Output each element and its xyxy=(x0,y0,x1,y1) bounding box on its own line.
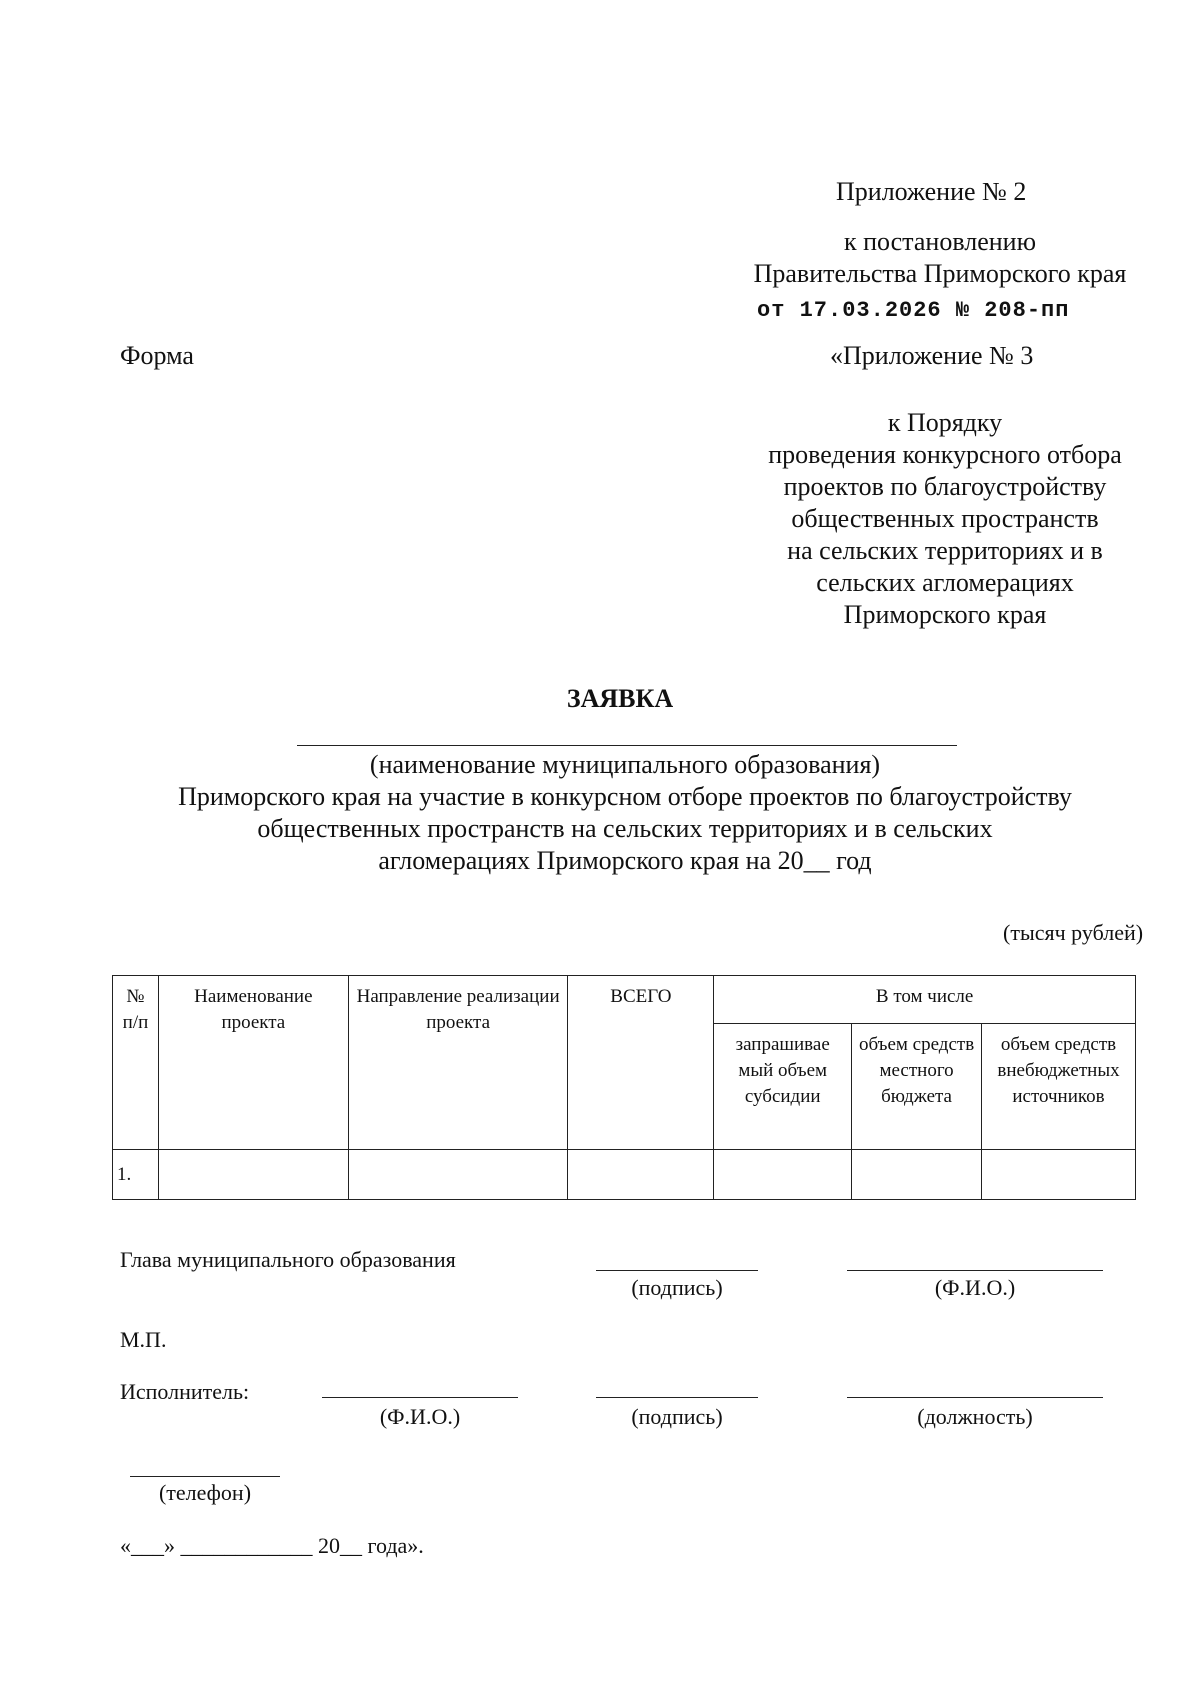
appendix-line-1: к постановлению xyxy=(843,227,1037,256)
subtitle-line-2: общественных пространств на сельских территориях и в сельских xyxy=(257,814,993,843)
head-fio-hint: (Ф.И.О.) xyxy=(934,1275,1016,1300)
header-subsidy: запрашивае мый объем субсидии xyxy=(714,1024,852,1150)
municipality-name-line xyxy=(297,745,957,746)
subtitle-line-3: агломерациях Приморского края на 20__ год xyxy=(378,846,872,875)
executor-signature-line[interactable] xyxy=(596,1397,758,1398)
header-number: № п/п xyxy=(113,976,159,1150)
appendix-line-2: Правительства Приморского края xyxy=(753,259,1127,288)
row-direction[interactable] xyxy=(348,1150,568,1200)
inner-appendix-line-1: к Порядку xyxy=(887,408,1003,437)
header-project-name: Наименование проекта xyxy=(158,976,348,1150)
table-row xyxy=(113,1150,1136,1200)
row-project-name[interactable] xyxy=(158,1150,348,1200)
row-extrabudgetary[interactable] xyxy=(982,1150,1136,1200)
stamp-label: М.П. xyxy=(120,1327,167,1352)
row-number: 1. xyxy=(113,1150,159,1200)
executor-signature-hint: (подпись) xyxy=(631,1404,723,1429)
subtitle-line-1: Приморского края на участие в конкурсном отборе проектов по благоустройству xyxy=(178,782,1072,811)
header-including: В том числе xyxy=(714,976,1136,1024)
executor-position-line[interactable] xyxy=(847,1397,1103,1398)
executor-label: Исполнитель: xyxy=(120,1379,250,1404)
header-total: ВСЕГО xyxy=(568,976,714,1150)
head-signature-line[interactable] xyxy=(596,1270,758,1271)
head-label: Глава муниципального образования xyxy=(120,1247,456,1272)
header-local-budget: объем средств местного бюджета xyxy=(852,1024,982,1150)
application-table xyxy=(112,975,1136,1200)
units-label: (тысяч рублей) xyxy=(1003,920,1144,945)
head-signature-hint: (подпись) xyxy=(631,1275,723,1300)
municipality-hint: (наименование муниципального образования) xyxy=(369,750,881,779)
executor-fio-hint: (Ф.И.О.) xyxy=(379,1404,461,1429)
inner-appendix-line-4: общественных пространств xyxy=(791,504,1099,533)
inner-appendix-line-2: проведения конкурсного отбора xyxy=(768,440,1122,469)
appendix-title: Приложение № 2 xyxy=(836,177,1027,206)
executor-fio-line[interactable] xyxy=(322,1397,518,1398)
page-title: ЗАЯВКА xyxy=(566,684,674,713)
date-line[interactable]: «___» ____________ 20__ года». xyxy=(120,1533,424,1558)
form-label: Форма xyxy=(120,341,194,370)
header-direction: Направление реализации проекта xyxy=(348,976,568,1150)
inner-appendix-title: «Приложение № 3 xyxy=(830,341,1034,370)
inner-appendix-line-6: сельских агломерациях xyxy=(816,568,1074,597)
inner-appendix-line-7: Приморского края xyxy=(843,600,1047,629)
row-total[interactable] xyxy=(568,1150,714,1200)
executor-position-hint: (должность) xyxy=(917,1404,1033,1429)
row-subsidy[interactable] xyxy=(714,1150,852,1200)
phone-line[interactable] xyxy=(130,1476,280,1477)
header-extrabudgetary: объем средств внебюджетных источников xyxy=(982,1024,1136,1150)
inner-appendix-line-5: на сельских территориях и в xyxy=(787,536,1103,565)
phone-hint: (телефон) xyxy=(158,1480,252,1505)
appendix-date-number: от 17.03.2026 № 208-пп xyxy=(757,298,1070,323)
row-local-budget[interactable] xyxy=(852,1150,982,1200)
inner-appendix-line-3: проектов по благоустройству xyxy=(783,472,1107,501)
head-fio-line[interactable] xyxy=(847,1270,1103,1271)
